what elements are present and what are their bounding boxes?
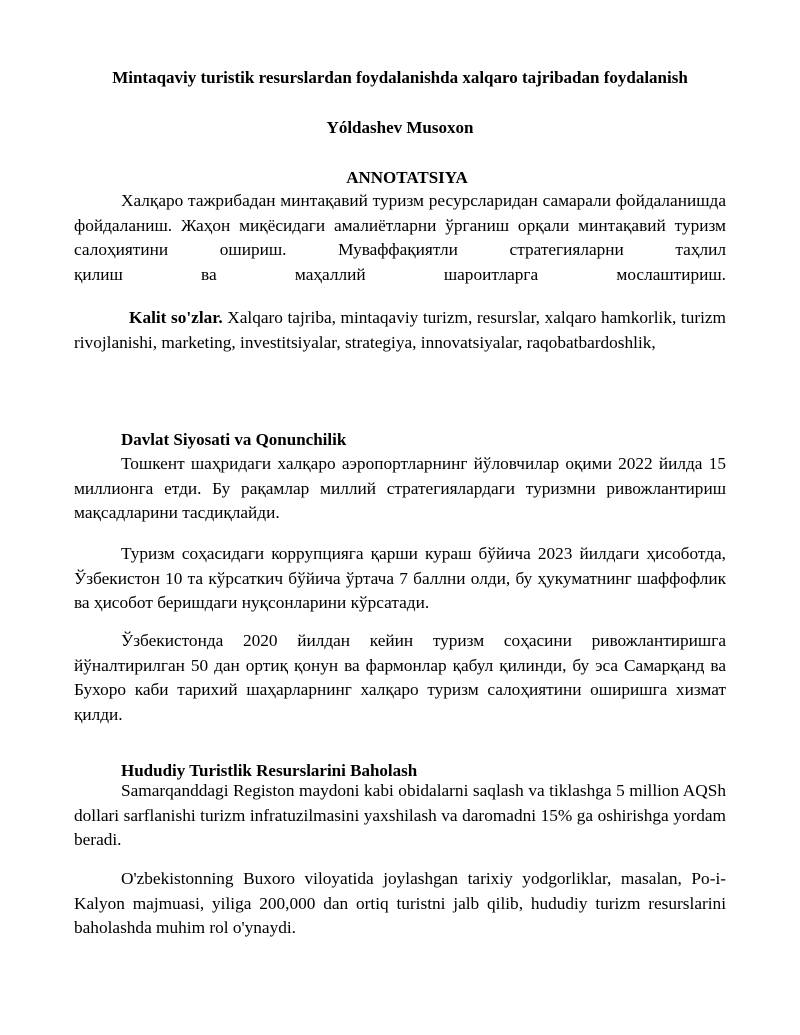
section1-paragraph-1: Тошкент шаҳридаги халқаро аэропортларнинг йўловчилар оқими 2022 йилда 15 миллионга етди. Бу рақамлар миллий стратегиялардаги туризмни ривожлантириш мақсадларини тасдиқлайди. — [74, 454, 726, 523]
keywords-paragraph — [74, 306, 726, 355]
author-name: Yóldashev Musoxon — [326, 118, 474, 137]
keywords-label: Kalit so'zlar. — [129, 308, 223, 327]
annotation-paragraph: Халқаро тажрибадан минтақавий туризм ресурсларидан самарали фойдаланишда фойдаланиш. Жаҳон миқёсидаги амалиётларни ўрганиш орқали минтақавий туризм салоҳиятини ошириш. Муваффақиятли стратегияларни таҳлил — [74, 191, 726, 260]
annotation-heading: ANNOTATSIYA — [346, 168, 468, 187]
section-heading-regional-resources: Hududiy Turistlik Resurslarini Baholash — [121, 761, 418, 780]
paper-title: Mintaqaviy turistik resurslardan foydalanishda xalqaro tajribadan foydalanish — [112, 68, 688, 87]
section1-paragraph-2: Туризм соҳасидаги коррупцияга қарши кураш бўйича 2023 йилдаги ҳисоботда, Ўзбекистон 10 та кўрсаткич бўйича ўртача 7 баллни олди, бу ҳукуматнинг шаффофлик ва ҳисобот беришдаги нуқсонларини кўрсатади. — [74, 544, 726, 613]
section2-paragraph-1: Samarqanddagi Registon maydoni kabi obidalarni saqlash va tiklashga 5 million AQSh dollari sarflanishi turizm infratuzilmasini yaxshilash va daromadni 15% ga oshirishga yordam beradi. — [74, 781, 726, 850]
section1-paragraph-3: Ўзбекистонда 2020 йилдан кейин туризм соҳасини ривожлантиришга йўналтирилган 50 дан ортиқ қонун ва фармонлар қабул қилинди, бу эса Самарқанд ва Бухоро каби тарихий шаҳарларнинг халқаро туризм салоҳиятини оширишга хизмат қилди. — [74, 631, 726, 724]
section2-paragraph-2: O'zbekistonning Buxoro viloyatida joylashgan tarixiy yodgorliklar, masalan, Po-i-Kalyon majmuasi, yiliga 200,000 dan ortiq turistni jalb qilib, hududiy turizm resurslarini baholashda muhim rol o'ynaydi. — [74, 869, 726, 938]
keywords-text: Xalqaro tajriba, mintaqaviy turizm, resurslar, xalqaro hamkorlik, turizm rivojlanishi, marketing, investitsiyalar, strategiya, innovatsiyalar, raqobatbardoshlik, — [74, 308, 726, 352]
annotation-last-line: қилиш ва маҳаллий шароитларга мослаштириш. — [74, 265, 726, 284]
section-heading-state-policy: Davlat Siyosati va Qonunchilik — [121, 430, 347, 449]
